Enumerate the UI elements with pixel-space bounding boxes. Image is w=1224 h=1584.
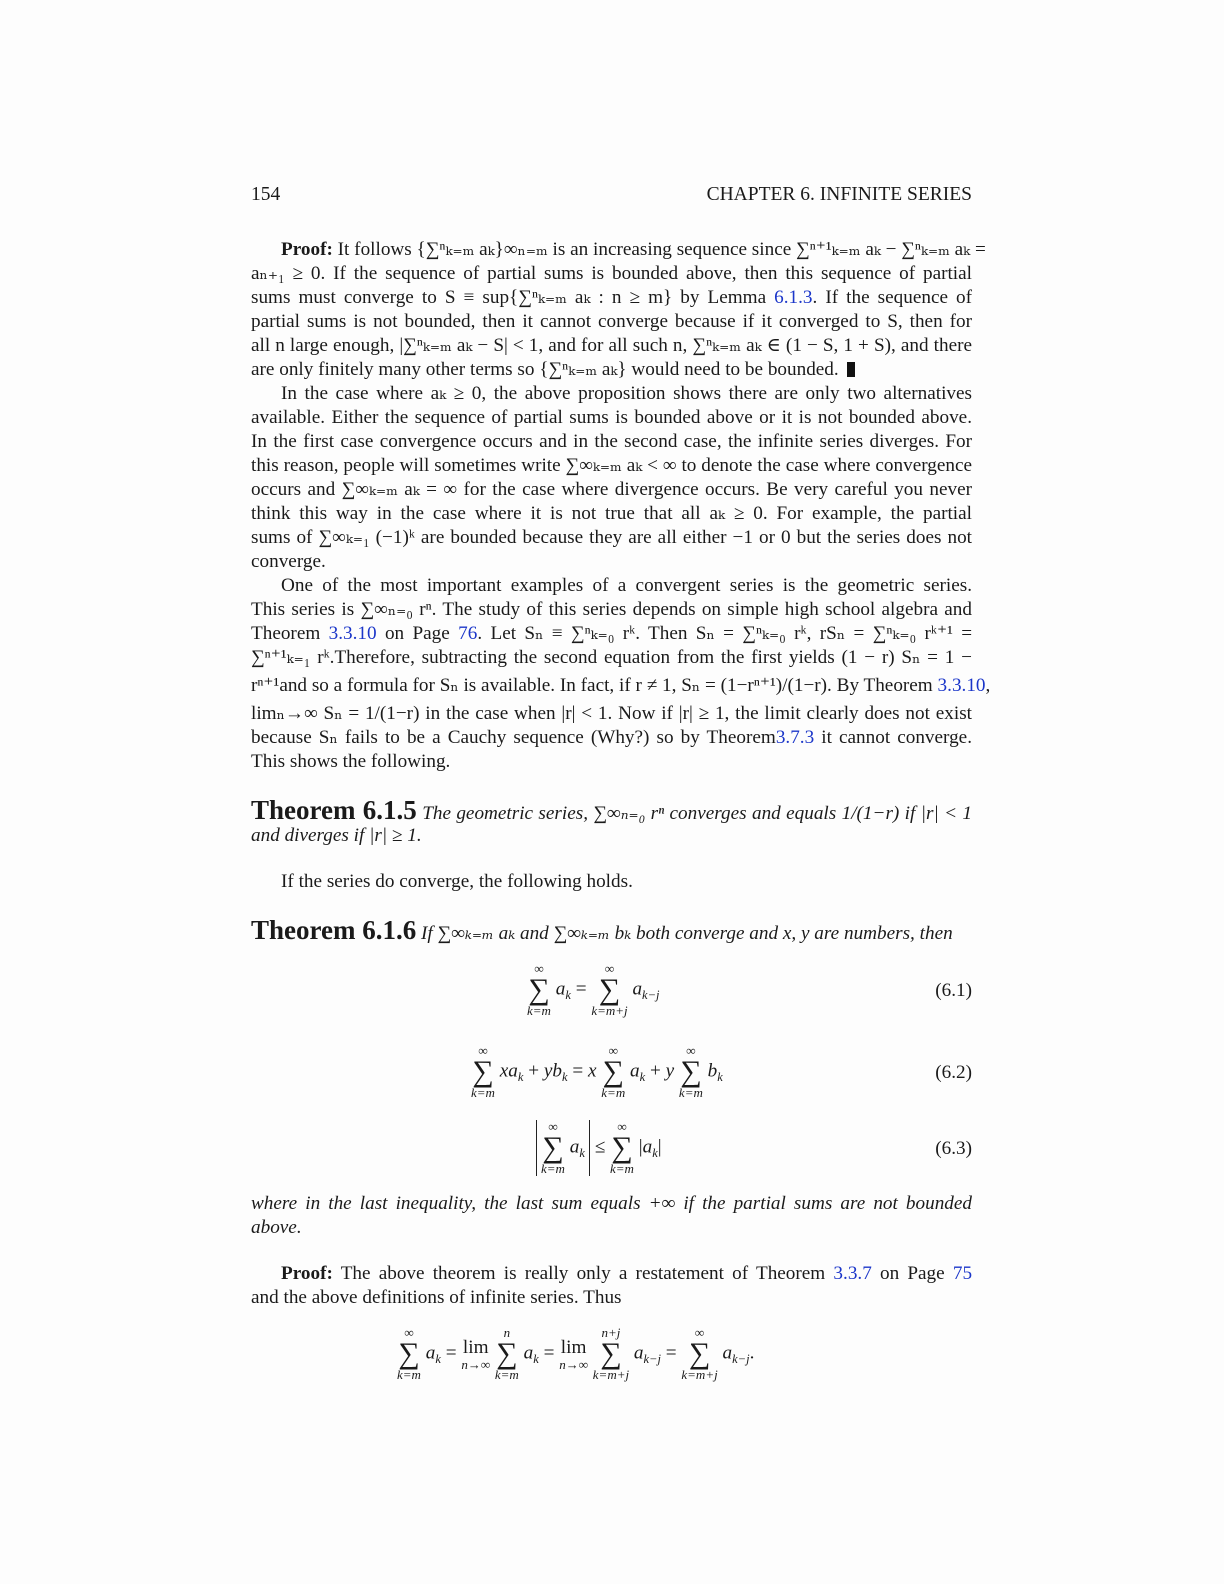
proof-line-5: all n large enough, |∑ⁿₖ₌ₘ aₖ − S| < 1, and for all such n, ∑ⁿₖ₌ₘ aₖ ∈ (1 − S, 1 + S), and there [251, 335, 972, 356]
running-header [251, 180, 972, 210]
para2-line-5: occurs and ∑∞ₖ₌ₘ aₖ = ∞ for the case where divergence occurs. Be very careful you never [251, 479, 972, 500]
chapter-title: CHAPTER 6. INFINITE SERIES [706, 184, 972, 205]
proof-line-6: are only finitely many other terms so {∑ⁿₖ₌ₘ aₖ} would need to be bounded. [251, 358, 972, 382]
para3-line-7: because Sₙ fails to be a Cauchy sequence (Why?) so by Theorem3.7.3 it cannot converge. [251, 727, 972, 748]
para3-line-3: Theorem 3.3.10 on Page 76. Let Sₙ ≡ ∑ⁿₖ₌₀ rᵏ. Then Sₙ = ∑ⁿₖ₌₀ rᵏ, rSₙ = ∑ⁿₖ₌₀ rᵏ⁺¹ = [251, 623, 973, 644]
equation-6-3: ∞ ∑ k=m $a_k$ ≤ ∞ ∑ k=m $|a_k|$ (6.3) [251, 1120, 972, 1184]
para3-line-4: ∑ⁿ⁺¹ₖ₌₁ rᵏ.Therefore, subtracting the second equation from the first yields (1 − r) Sₙ = 1 − [251, 647, 972, 668]
equation-final: ∞ ∑ k=m $a_k = \lim$ n→∞ n ∑ k=m $a_k = \lim$ n→∞ n+j ∑ k=m+j $a_{k-j}$ = ∞ ∑ k=m+j $a_{k-j}$. [397, 1325, 755, 1382]
theorem-6-1-5-title: Theorem 6.1.5 [251, 795, 417, 825]
link-theorem-3-3-10-b[interactable]: 3.3.10 [937, 675, 986, 696]
link-page-75[interactable]: 75 [952, 1263, 973, 1284]
equation-6-2: ∞ ∑ k=m $xa_k + yb_k = x$ ∞ ∑ k=m $a_k + y$ ∞ ∑ k=m $b_k$ (6.2) [471, 1043, 972, 1100]
proof-label-2: Proof: [281, 1263, 333, 1284]
proof-line-2: aₙ₊₁ ≥ 0. If the sequence of partial sums is bounded above, then this sequence of partial [251, 263, 972, 284]
para2-line-3: In the first case convergence occurs and in the second case, the infinite series diverges. For [251, 431, 972, 452]
theorem-6-1-5-line-1: Theorem 6.1.5 The geometric series, ∑∞ₙ₌₀ rⁿ converges and equals 1/(1−r) if |r| < 1 [251, 795, 973, 825]
para3-line-8: This shows the following. [251, 751, 451, 772]
para3-line-5: rⁿ⁺¹and so a formula for Sₙ is available. In fact, if r ≠ 1, Sₙ = (1−rⁿ⁺¹)/(1−r). By Theorem 3.3.10, [251, 675, 991, 696]
proof2-line-2: and the above definitions of infinite series. Thus [251, 1287, 622, 1308]
para4: If the series do converge, the following holds. [281, 871, 633, 892]
after-line-1: where in the last inequality, the last sum equals +∞ if the partial sums are not bounded [251, 1193, 972, 1214]
link-page-76[interactable]: 76 [458, 623, 478, 644]
para2-line-2: available. Either the sequence of partial sums is bounded above or it is not bounded above. [251, 407, 972, 428]
link-lemma-6-1-3[interactable]: 6.1.3 [774, 287, 813, 308]
para3-line-2: This series is ∑∞ₙ₌₀ rⁿ. The study of this series depends on simple high school algebra and [251, 599, 972, 620]
after-line-2: above. [251, 1217, 302, 1238]
theorem-6-1-5-line-2: and diverges if |r| ≥ 1. [251, 825, 422, 846]
link-theorem-3-3-7[interactable]: 3.3.7 [833, 1263, 872, 1284]
link-theorem-3-7-3[interactable]: 3.7.3 [775, 727, 815, 748]
para2-line-7: sums of ∑∞ₖ₌₁ (−1)ᵏ are bounded because they are all either −1 or 0 but the series does not [251, 527, 972, 548]
link-theorem-3-3-10[interactable]: 3.3.10 [328, 623, 377, 644]
equation-number: (6.1) [935, 980, 972, 1001]
proof-line-3: sums must converge to S ≡ sup{∑ⁿₖ₌ₘ aₖ : n ≥ m} by Lemma 6.1.3. If the sequence of [251, 287, 972, 308]
page-number: 154 [251, 184, 281, 205]
equation-6-1: ∞ ∑ k=m $a_k$ = ∞ ∑ k=m+j $a_{k-j}$ (6.1) [527, 961, 972, 1018]
qed-square-icon [847, 362, 855, 377]
theorem-6-1-6-line: Theorem 6.1.6 If ∑∞ₖ₌ₘ aₖ and ∑∞ₖ₌ₘ bₖ both converge and x, y are numbers, then [251, 915, 953, 945]
proof-line-1: Proof: It follows {∑ⁿₖ₌ₘ aₖ}∞ₙ₌ₘ is an increasing sequence since ∑ⁿ⁺¹ₖ₌ₘ aₖ − ∑ⁿₖ₌ₘ aₖ = [281, 239, 986, 260]
para2-line-6: think this way in the case where it is not true that all aₖ ≥ 0. For example, the partial [251, 503, 972, 524]
equation-number: (6.2) [935, 1062, 972, 1083]
para2-line-4: this reason, people will sometimes write ∑∞ₖ₌ₘ aₖ < ∞ to denote the case where convergence [251, 455, 972, 476]
theorem-6-1-6-title: Theorem 6.1.6 [251, 915, 417, 945]
para2-line-8: converge. [251, 551, 326, 572]
equation-number: (6.3) [935, 1138, 972, 1159]
para2-line-1: In the case where aₖ ≥ 0, the above proposition shows there are only two alternatives [281, 383, 972, 404]
para3-line-1: One of the most important examples of a convergent series is the geometric series. [281, 575, 972, 596]
proof2-line-1: Proof: The above theorem is really only a restatement of Theorem 3.3.7 on Page 75 [281, 1263, 973, 1284]
para3-line-6: limₙ→∞ Sₙ = 1/(1−r) in the case when |r| < 1. Now if |r| ≥ 1, the limit clearly does not exist [251, 703, 972, 724]
proof-line-4: partial sums is not bounded, then it cannot converge because if it converged to S, then for [251, 311, 972, 332]
proof-label: Proof: [281, 239, 333, 260]
